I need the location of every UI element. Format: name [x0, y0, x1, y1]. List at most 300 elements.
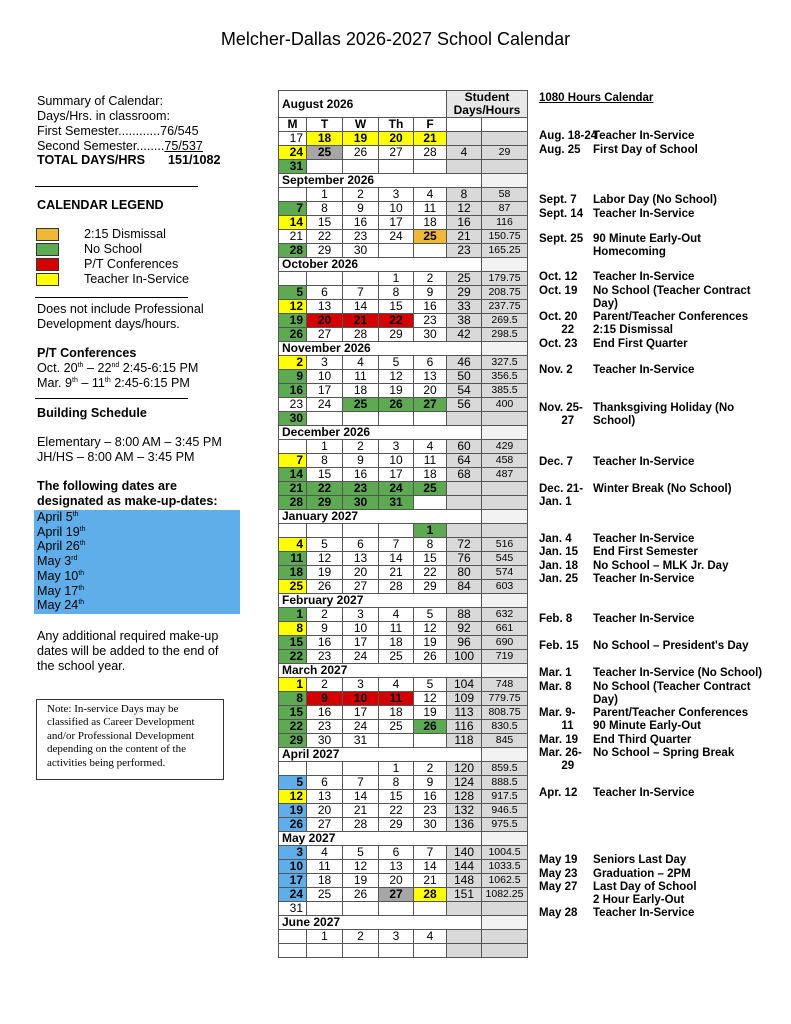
student-days: 104	[447, 678, 482, 692]
student-days: 42	[447, 328, 482, 342]
event-date	[539, 311, 593, 338]
day-cell: 15	[379, 790, 414, 804]
day-cell: 30	[414, 818, 447, 832]
hours-cell	[482, 342, 528, 356]
day-cell: 8	[279, 622, 307, 636]
week-row	[279, 328, 528, 342]
day-cell: 1	[307, 440, 343, 454]
day-cell: 4	[414, 188, 447, 202]
event-description-line: Teacher In-Service	[593, 533, 695, 545]
event-description-line: No School – Spring Break	[593, 747, 735, 759]
day-cell	[279, 762, 307, 776]
day-cell: 8	[279, 692, 307, 706]
day-cell	[343, 944, 379, 958]
weekday-header: F	[414, 118, 447, 132]
student-days: 124	[447, 776, 482, 790]
day-cell: 29	[279, 734, 307, 748]
event-description	[593, 364, 783, 377]
inservice-note-box	[36, 699, 224, 780]
day-cell: 3	[379, 188, 414, 202]
day-cell	[343, 524, 379, 538]
month-row	[279, 342, 528, 356]
hours-cell	[482, 748, 528, 762]
event-date	[539, 681, 593, 694]
student-hours: 487	[482, 468, 528, 482]
day-cell: 28	[414, 146, 447, 160]
week-row	[279, 818, 528, 832]
day-cell: 1	[279, 678, 307, 692]
day-cell: 25	[414, 230, 447, 244]
week-row	[279, 860, 528, 874]
day-cell: 24	[307, 398, 343, 412]
total-value: 151/1082	[168, 153, 221, 167]
day-cell: 15	[279, 636, 307, 650]
day-cell: 3	[379, 930, 414, 944]
day-cell	[414, 902, 447, 916]
week-row	[279, 692, 528, 706]
day-cell	[279, 188, 307, 202]
week-row	[279, 608, 528, 622]
student-days: 76	[447, 552, 482, 566]
day-cell: 10	[343, 622, 379, 636]
day-cell: 1	[379, 762, 414, 776]
event-date-line: Mar. 8	[539, 681, 572, 693]
student-days: 118	[447, 734, 482, 748]
event-date-line: Aug. 18-24	[539, 130, 598, 142]
day-cell: 20	[379, 874, 414, 888]
student-hours: 808.75	[482, 706, 528, 720]
total	[37, 153, 221, 168]
event-description-line: Day)	[593, 694, 618, 707]
day-cell: 20	[307, 804, 343, 818]
month-row	[279, 510, 528, 524]
event-date	[539, 573, 593, 586]
event-date-line: Jan. 1	[539, 496, 572, 509]
student-hours: 1033.5	[482, 860, 528, 874]
legend-swatch-no-school	[36, 243, 59, 256]
day-cell: 24	[343, 650, 379, 664]
event-date	[539, 613, 593, 626]
sup: th	[72, 377, 78, 384]
week-row	[279, 244, 528, 258]
day-cell: 14	[414, 860, 447, 874]
event-description-line: Last Day of School	[593, 881, 697, 893]
day-cell: 15	[307, 216, 343, 230]
event-date-line: Oct. 19	[539, 285, 578, 297]
month-header: October 2026	[279, 258, 482, 272]
legend-label: P/T Conferences	[84, 257, 179, 271]
week-row	[279, 160, 528, 174]
event-date-line: Sept. 14	[539, 208, 584, 220]
day-cell: 12	[279, 790, 307, 804]
student-hours: 208.75	[482, 286, 528, 300]
day-cell: 30	[343, 244, 379, 258]
student-days	[447, 930, 482, 944]
student-days: 92	[447, 622, 482, 636]
day-cell	[279, 440, 307, 454]
event-description-line: Teacher In-Service	[593, 456, 695, 468]
event-description	[593, 546, 783, 559]
makeup-title: designated as make-up-dates:	[37, 494, 218, 508]
event-description-line: No School – MLK Jr. Day	[593, 560, 729, 572]
note-line: Note: In-service Days may be	[47, 703, 179, 715]
day-cell	[414, 496, 447, 510]
student-hours: 516	[482, 538, 528, 552]
day-cell: 25	[343, 398, 379, 412]
day-cell: 6	[307, 286, 343, 300]
event-date	[539, 747, 593, 774]
day-cell	[307, 524, 343, 538]
day-cell: 25	[279, 580, 307, 594]
event-date-line: Sept. 25	[539, 233, 584, 245]
day-cell	[343, 902, 379, 916]
week-row	[279, 790, 528, 804]
event-description-line: Day)	[593, 298, 618, 311]
event-description-line: No School (Teacher Contract	[593, 681, 751, 693]
student-hours: 179.75	[482, 272, 528, 286]
additional-line: the school year.	[37, 659, 126, 673]
event-date	[539, 667, 593, 680]
day-cell	[279, 944, 307, 958]
student-days: 140	[447, 846, 482, 860]
student-hours: 690	[482, 636, 528, 650]
makeup-date	[34, 554, 240, 569]
student-hours: 917.5	[482, 790, 528, 804]
day-cell: 14	[279, 216, 307, 230]
student-days: 33	[447, 300, 482, 314]
student-hours: 779.75	[482, 692, 528, 706]
second-semester-value: 75/537	[164, 139, 203, 153]
day-cell: 5	[379, 356, 414, 370]
student-days: 50	[447, 370, 482, 384]
student-hours	[482, 902, 528, 916]
event-description	[593, 881, 783, 908]
week-row	[279, 314, 528, 328]
additional-line: Any additional required make-up	[37, 629, 219, 643]
event-date	[539, 546, 593, 559]
day-cell: 24	[379, 482, 414, 496]
month-row	[279, 426, 528, 440]
student-hours: 1062.5	[482, 874, 528, 888]
day-cell: 26	[279, 328, 307, 342]
student-hours: 269.5	[482, 314, 528, 328]
divider	[35, 186, 198, 187]
event-date	[539, 483, 593, 510]
day-cell	[379, 160, 414, 174]
day-cell: 28	[379, 580, 414, 594]
day-cell: 10	[379, 202, 414, 216]
day-cell: 22	[279, 720, 307, 734]
conferences-title: P/T Conferences	[37, 346, 137, 360]
event-description	[593, 208, 783, 221]
event-description	[593, 533, 783, 546]
week-row	[279, 468, 528, 482]
first-semester	[37, 124, 199, 139]
event-date-line: 29	[539, 760, 575, 773]
day-cell: 24	[343, 720, 379, 734]
day-cell: 13	[343, 552, 379, 566]
event-date	[539, 208, 593, 221]
hours-cell	[482, 832, 528, 846]
event-description	[593, 338, 783, 351]
week-row	[279, 636, 528, 650]
week-row	[279, 412, 528, 426]
student-hours	[482, 524, 528, 538]
week-row	[279, 300, 528, 314]
pd-note-line: Does not include Professional	[37, 302, 204, 316]
event-description	[593, 681, 783, 708]
day-cell	[307, 762, 343, 776]
day-cell	[307, 902, 343, 916]
day-cell: 12	[414, 622, 447, 636]
hours-cell	[482, 426, 528, 440]
event-description	[593, 667, 783, 680]
student-hours: 1082.25	[482, 888, 528, 902]
student-hours: 830.5	[482, 720, 528, 734]
week-row	[279, 734, 528, 748]
student-days	[447, 496, 482, 510]
second-semester	[37, 139, 203, 154]
day-cell: 4	[307, 846, 343, 860]
event-description-line: 2:15 Dismissal	[593, 324, 673, 337]
day-cell: 2	[414, 272, 447, 286]
event-date-line: Nov. 25-	[539, 402, 583, 414]
day-cell: 16	[414, 300, 447, 314]
week-row	[279, 146, 528, 160]
event-description	[593, 194, 783, 207]
week-row	[279, 874, 528, 888]
day-cell: 2	[414, 762, 447, 776]
day-cell: 30	[307, 734, 343, 748]
day-cell: 18	[379, 636, 414, 650]
day-cell: 21	[379, 566, 414, 580]
building-jhhs: JH/HS – 8:00 AM – 3:45 PM	[37, 450, 195, 464]
week-row	[279, 356, 528, 370]
day-cell: 9	[343, 202, 379, 216]
event-description-line: Homecoming	[593, 246, 666, 259]
day-cell: 26	[343, 146, 379, 160]
text: Oct. 20	[37, 361, 78, 375]
day-cell: 16	[279, 384, 307, 398]
month-row	[279, 174, 528, 188]
day-cell: 28	[279, 244, 307, 258]
weekday-header: T	[307, 118, 343, 132]
day-cell: 12	[414, 692, 447, 706]
week-row	[279, 622, 528, 636]
day-cell: 13	[307, 790, 343, 804]
student-hours: 1004.5	[482, 846, 528, 860]
event-date-line: Feb. 15	[539, 640, 579, 652]
event-description	[593, 271, 783, 284]
day-cell: 1	[307, 930, 343, 944]
makeup-date-text: April 26	[37, 539, 80, 554]
day-cell: 29	[379, 818, 414, 832]
makeup-date-suffix: th	[78, 569, 85, 577]
day-cell: 10	[307, 370, 343, 384]
day-cell: 27	[379, 146, 414, 160]
day-cell: 17	[379, 216, 414, 230]
day-cell: 5	[414, 608, 447, 622]
day-cell: 27	[414, 398, 447, 412]
month-header: August 2026	[279, 91, 447, 118]
day-cell: 4	[414, 440, 447, 454]
makeup-date	[34, 598, 240, 613]
student-hours: 150.75	[482, 230, 528, 244]
event-date-line: May 28	[539, 907, 578, 919]
day-cell: 4	[379, 678, 414, 692]
day-cell	[414, 412, 447, 426]
event-date	[539, 456, 593, 469]
student-days: 60	[447, 440, 482, 454]
day-cell	[279, 272, 307, 286]
month-row	[279, 832, 528, 846]
day-cell: 10	[343, 692, 379, 706]
week-row	[279, 888, 528, 902]
month-row	[279, 594, 528, 608]
day-cell: 15	[379, 300, 414, 314]
week-row	[279, 132, 528, 146]
week-row	[279, 846, 528, 860]
event-date-line: Mar. 9-	[539, 707, 576, 719]
week-row	[279, 678, 528, 692]
event-date-line: Oct. 20	[539, 311, 578, 323]
text: 2:45-6:15 PM	[119, 361, 199, 375]
day-cell: 31	[279, 160, 307, 174]
building-title: Building Schedule	[37, 406, 147, 420]
day-cell: 15	[279, 706, 307, 720]
student-days: 29	[447, 286, 482, 300]
day-cell: 17	[279, 132, 307, 146]
makeup-date-suffix: th	[79, 525, 86, 533]
day-cell: 1	[414, 524, 447, 538]
week-row	[279, 552, 528, 566]
event-date	[539, 338, 593, 351]
legend-swatch-conferences	[36, 258, 59, 271]
day-cell: 4	[379, 608, 414, 622]
month-header: May 2027	[279, 832, 482, 846]
day-cell	[414, 244, 447, 258]
week-row	[279, 230, 528, 244]
student-days: 100	[447, 650, 482, 664]
day-cell: 6	[414, 356, 447, 370]
day-cell: 23	[414, 314, 447, 328]
student-days: 12	[447, 202, 482, 216]
day-cell: 18	[414, 216, 447, 230]
event-description-line: 90 Minute Early-Out	[593, 233, 701, 245]
makeup-title: The following dates are	[37, 479, 177, 493]
month-row	[279, 916, 528, 930]
student-days: 128	[447, 790, 482, 804]
second-semester-label: Second Semester........	[37, 139, 165, 153]
student-hours: 574	[482, 566, 528, 580]
student-hours: 400	[482, 398, 528, 412]
event-description-line: Labor Day (No School)	[593, 194, 717, 206]
day-cell: 25	[379, 650, 414, 664]
day-cell: 30	[343, 496, 379, 510]
makeup-date	[34, 584, 240, 599]
event-date	[539, 402, 593, 429]
week-row	[279, 454, 528, 468]
event-description-line: School)	[593, 415, 636, 428]
day-cell: 28	[343, 328, 379, 342]
day-cell	[343, 160, 379, 174]
student-hours: 888.5	[482, 776, 528, 790]
day-cell: 10	[279, 860, 307, 874]
day-cell: 21	[279, 482, 307, 496]
summary-subheading: Days/Hrs. in classroom:	[37, 109, 170, 123]
month-header: November 2026	[279, 342, 482, 356]
event-date	[539, 130, 598, 143]
day-cell: 3	[343, 678, 379, 692]
event-description-line: End First Semester	[593, 546, 698, 558]
day-cell: 23	[343, 482, 379, 496]
event-date	[539, 364, 593, 377]
event-description-line: Graduation – 2PM	[593, 868, 691, 880]
day-cell	[379, 734, 414, 748]
day-cell: 2	[343, 930, 379, 944]
student-days: 144	[447, 860, 482, 874]
event-date-line: Nov. 2	[539, 364, 573, 376]
student-hours: 661	[482, 622, 528, 636]
day-cell	[414, 944, 447, 958]
event-date	[539, 734, 593, 747]
day-cell: 11	[343, 370, 379, 384]
note-line: and/or Professional Development	[47, 729, 195, 742]
day-cell: 23	[343, 230, 379, 244]
day-cell: 27	[307, 328, 343, 342]
makeup-date-suffix: th	[72, 511, 79, 518]
first-semester-label: First Semester............	[37, 124, 161, 138]
week-row	[279, 566, 528, 580]
legend-swatch-dismissal	[36, 228, 59, 241]
day-cell	[279, 524, 307, 538]
event-date-line: Jan. 4	[539, 533, 572, 545]
makeup-date-suffix: th	[78, 584, 85, 592]
event-date-line: Apr. 12	[539, 787, 578, 799]
day-cell: 23	[414, 804, 447, 818]
student-days: 68	[447, 468, 482, 482]
event-description-line: Seniors Last Day	[593, 854, 687, 866]
makeup-date-text: May 10	[37, 568, 79, 583]
week-row	[279, 804, 528, 818]
day-cell: 28	[343, 818, 379, 832]
makeup-date-text: May 24	[37, 598, 79, 613]
event-description-line: Teacher In-Service	[593, 130, 695, 142]
total-label: TOTAL DAYS/HRS	[37, 153, 145, 167]
day-cell: 19	[414, 636, 447, 650]
event-description	[593, 613, 783, 626]
day-cell: 18	[279, 566, 307, 580]
student-days: 136	[447, 818, 482, 832]
building-elementary: Elementary – 8:00 AM – 3:45 PM	[37, 435, 222, 449]
sup: th	[104, 377, 111, 384]
day-cell: 22	[307, 482, 343, 496]
makeup-date	[34, 569, 240, 584]
student-days: 54	[447, 384, 482, 398]
day-cell: 5	[279, 776, 307, 790]
day-cell: 18	[414, 468, 447, 482]
makeup-date-text: May 17	[37, 583, 79, 598]
day-cell: 8	[307, 202, 343, 216]
student-days	[447, 902, 482, 916]
day-cell: 2	[343, 188, 379, 202]
student-hours: 632	[482, 608, 528, 622]
day-cell: 12	[279, 300, 307, 314]
hours-cell	[482, 510, 528, 524]
event-date-line: Feb. 8	[539, 613, 573, 625]
day-cell: 27	[379, 888, 414, 902]
hours-cell	[482, 174, 528, 188]
